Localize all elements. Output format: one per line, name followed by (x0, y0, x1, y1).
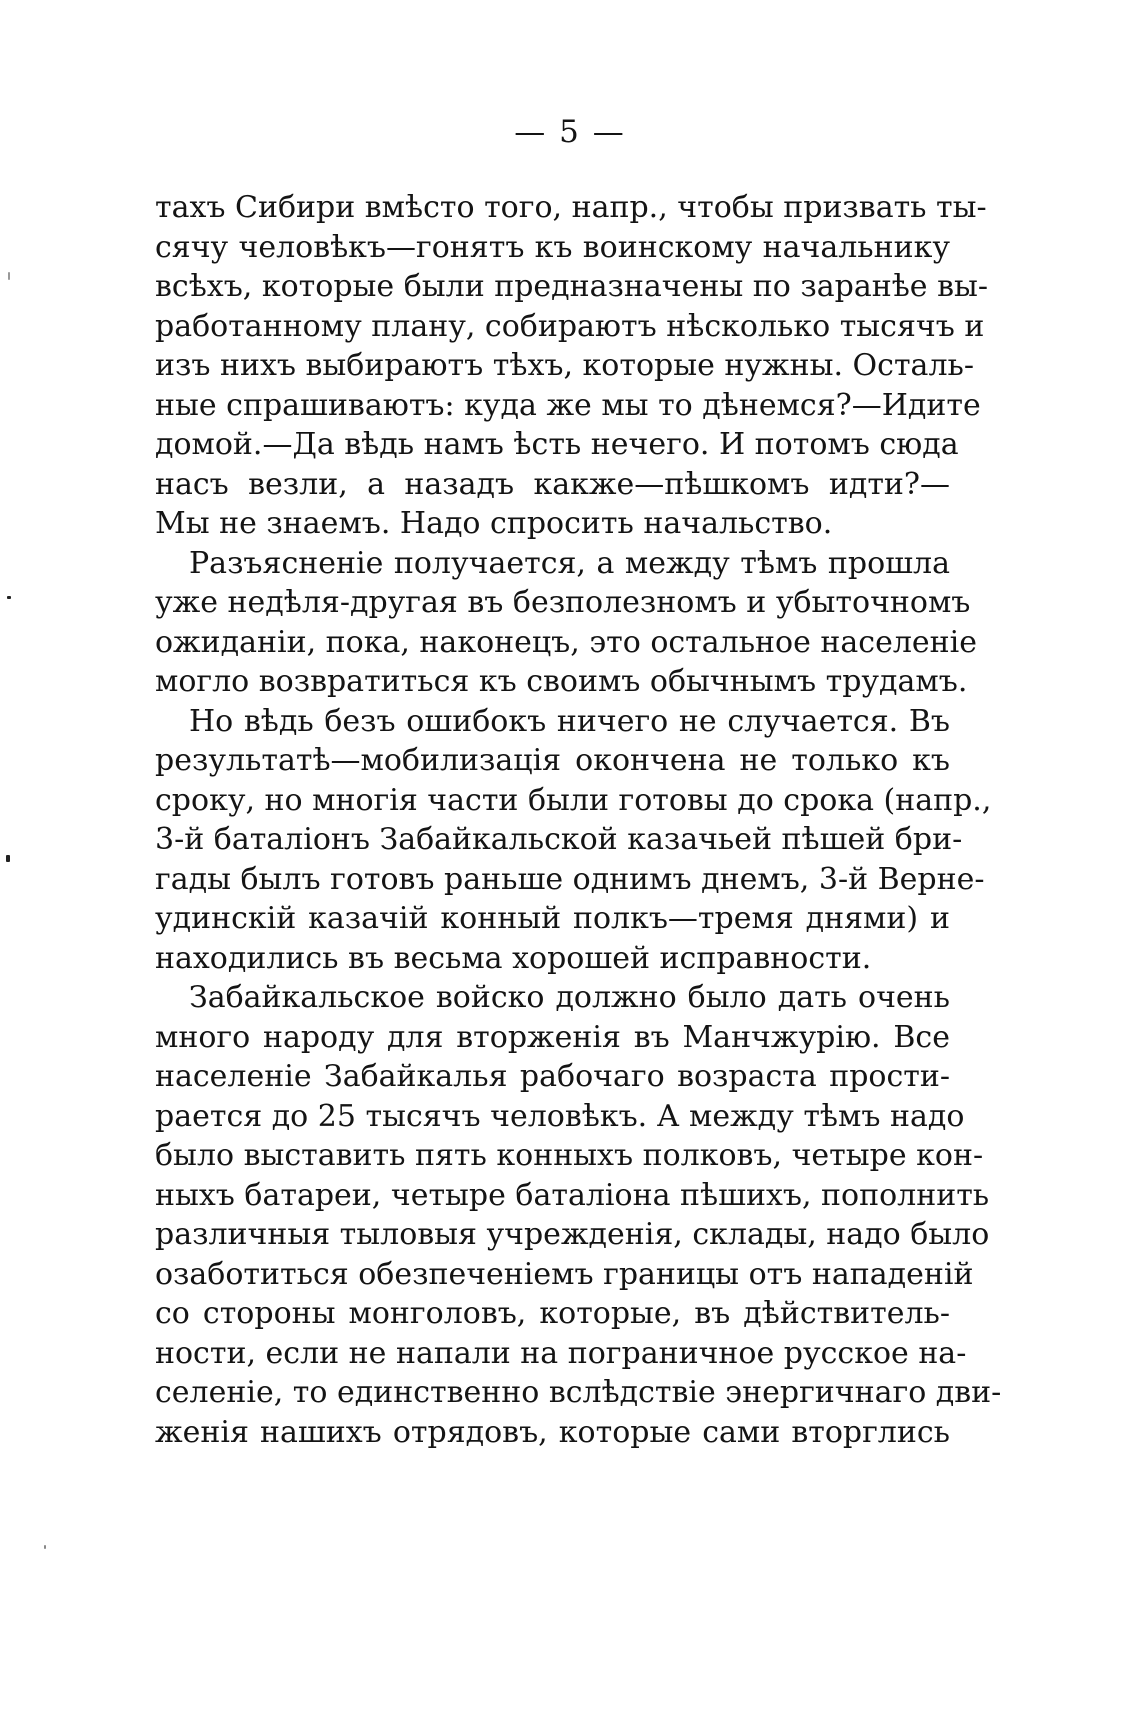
text-line: Забайкальское войско должно было дать очень (189, 980, 950, 1015)
text-line: ности, если не напали на пограничное русское на- (155, 1335, 967, 1371)
scan-speck (7, 596, 11, 599)
text-line: результатѣ—мобилизація окончена не только къ (155, 743, 950, 778)
text-line: ныхъ батареи, четыре баталіона пѣшихъ, пополнить (155, 1177, 990, 1213)
text-line: различныя тыловыя учрежденія, склады, надо было (155, 1217, 990, 1252)
text-line: удинскій казачій конный полкъ—тремя днями) и (155, 901, 950, 936)
text-line: всѣхъ, которые были предназначены по заранѣе вы- (155, 269, 988, 304)
scan-speck (8, 272, 10, 280)
text-line: тахъ Сибири вмѣсто того, напр., чтобы призвать ты- (155, 190, 987, 225)
text-line: насъ везли, а назадъ какже—пѣшкомъ идти?— (155, 466, 950, 502)
text-line: находились въ весьма хорошей исправности. (155, 940, 872, 976)
text-line: много народу для вторженія въ Манчжурію. Все (155, 1019, 950, 1055)
paragraph-2 (155, 544, 977, 702)
paragraph-1 (155, 188, 988, 544)
text-line: работанному плану, собираютъ нѣсколько тысячъ и (155, 308, 985, 344)
text-line: Но вѣдь безъ ошибокъ ничего не случается. Въ (189, 703, 950, 739)
body-text (155, 188, 1002, 1452)
text-line: 3-й баталіонъ Забайкальской казачьей пѣшей бри- (155, 822, 963, 857)
text-line: селеніе, то единственно вслѣдствіе энергичнаго дви- (155, 1375, 1002, 1410)
text-line: населеніе Забайкалья рабочаго возраста прости- (155, 1059, 950, 1094)
text-line: ожиданіи, пока, наконецъ, это остальное населеніе (155, 624, 977, 660)
text-line: домой.—Да вѣдь намъ ѣсть нечего. И потомъ сюда (155, 427, 959, 462)
text-line: ные спрашиваютъ: куда же мы то дѣнемся?—Идите (155, 387, 981, 423)
text-line: изъ нихъ выбираютъ тѣхъ, которые нужны. Осталь- (155, 348, 974, 383)
text-line: Разъясненіе получается, а между тѣмъ прошла (189, 545, 950, 581)
text-line: озаботиться обезпеченіемъ границы отъ нападеній (155, 1256, 974, 1292)
paragraph-3 (155, 702, 992, 979)
text-line: уже недѣля-другая въ безполезномъ и убыточномъ (155, 585, 971, 620)
page-number: — 5 — (514, 114, 626, 150)
paragraph-4 (155, 978, 1002, 1452)
text-line: со стороны монголовъ, которые, въ дѣйствитель- (155, 1296, 950, 1331)
scan-speck (6, 855, 10, 862)
text-line: гады былъ готовъ раньше однимъ днемъ, 3-й Верне- (155, 861, 985, 897)
text-line: сячу человѣкъ—гонятъ къ воинскому начальнику (155, 229, 950, 265)
text-line: женія нашихъ отрядовъ, которые сами вторглись (155, 1414, 950, 1450)
text-line: сроку, но многія части были готовы до срока (напр., (155, 782, 992, 818)
text-line: могло возвратиться къ своимъ обычнымъ трудамъ. (155, 664, 968, 699)
text-line: было выставить пять конныхъ полковъ, четыре кон- (155, 1138, 984, 1173)
text-line: рается до 25 тысячъ человѣкъ. А между тѣмъ надо (155, 1098, 965, 1134)
scan-speck (44, 1545, 46, 1549)
text-line: Мы не знаемъ. Надо спросить начальство. (155, 506, 833, 541)
